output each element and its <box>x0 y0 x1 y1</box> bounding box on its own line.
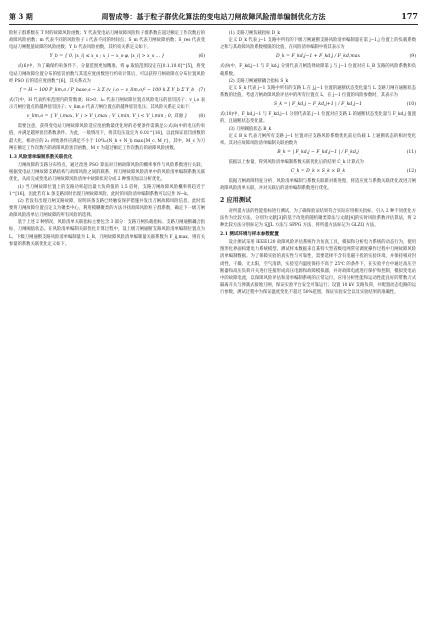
equation-body: v_lim,o = { V_i,max, V_i > V_i,max ; V_i,min, V_i < V_i,min ; 0, 其他 } <box>26 114 188 120</box>
equation-number: (9) <box>409 54 416 60</box>
equation-9 <box>220 53 416 60</box>
paragraph: (3) 刀闸阈值状态 B_k <box>228 126 272 132</box>
issue-label: 第 3 期 <box>9 12 33 21</box>
equation-number: (8) <box>198 114 205 120</box>
page-number: 177 <box>401 11 418 21</box>
right-column <box>220 30 416 296</box>
paragraph: 基于上述 2 种情况，风险清单关联指标主要包含 3 部分：支路刀闸负载指标、支路刀闸通断耦合指标、刀闸阈值状态。在风险清单编制关联优化计算过程中，设上级刀闸通断支路风险清单编制位置点为 L，下级刀闸通断支路风险清单编制量为 L_B，刀闸故障风险清单编制量关联系数为 F_ij,max，则有关参量的系数关联优化定义如下。 <box>9 220 205 247</box>
running-header <box>9 10 418 25</box>
section-heading: 2 应用测试 <box>220 196 252 204</box>
paragraph: (2) 支路刀闸通断耦合指标 S_k <box>228 78 289 84</box>
running-title: 周智成等：基于粒子群优化算法的变电站刀闸故障风险清单编制优化方法 <box>101 12 326 21</box>
paragraph: 依据以上参量，得到风险清单编制系数关联优化后的结果 C_k 计算式为 <box>228 160 364 166</box>
equation-8 <box>9 113 205 120</box>
equation-number: (12) <box>406 169 416 175</box>
paragraph: 定义 D_k 代表 j−1 支路中所有的下级刀闸通断支路风险清单编制量在第 j−1,j 位置上的负载系数之和与其故障风险系数根限的比值，在风险清单编制中将其表示为 <box>220 38 416 51</box>
equation-body: Y_b = { 0, |x_i| ≤ x_s ; x_i − x_s·φ, |x_i| > x_s ... } <box>49 54 165 60</box>
equation-body: D_k = F_kd,j−1 + F_kd,j / F_kd,max <box>275 54 361 60</box>
paragraph: 对所提方法的性能指标进行测试，为了确保验证结果符合实际应用相关指标，引入 2 种不同优化方法作为比较方法，分别为文献[3]的基于改进的随机聚类算法与文献[4]的实时风险系数评估算法，将 2 种比较方法分别标记为 SJJL 方法与 SPPG 方法，将所提方法标记为 GLZQ 方法。 <box>220 208 416 228</box>
paragraph: 设计测试采用 IEEE120 故障风险评估系统作为仿真工具，模拟和分析电力系统的动态行为，使用图形化界面构建电力系统模型。测试样本数据来自某特大型省级电网常见调度操作过程中刀闸故障风险清单编制数据。为了保障实验的真实性与可靠性，需要选择不含有电磁干扰的实验环境，并保持相对封闭性，干燥，无太阳，空气清新，实验室内温度保持不高于 25℃ 的条件下，在实验平台中通过高压空断器和高压负荷开关进行连接形成高压电源和故障模拟器，并对故障电流进行保护和控制，模拟变电站中的故障电流，以保障风险评估和清单编制系统的正常运行。应用分析性能和运动性能良好的带数刀式隔离开关与弹簧式接地刀闸，保证实验平台安全可靠运行；设置 10 kV 支路负荷，并配置动态电路的运行参数，测试过程中为保证温度变化不超过 50%范围，保证实验安全以及实验结果的准确性。 <box>220 240 416 296</box>
paragraph: (1) 当刀闸故障位置上的支路功率超出最大负荷值的 1.5 倍时，支路刀闸故障风险概率将趋近于 1^[16]，因此若有 k 条支路同时出现刀闸故障风险，此时的风险清单编制系数可以记作 N−k。 <box>9 184 205 197</box>
left-column <box>9 30 205 248</box>
paragraph: (1) 支路刀闸负载指标 D_k <box>228 31 280 36</box>
paragraph: 式(6)中，为了确保约束条件下，分量范围更加精准，将 φ 取值范围设定在[0.1,10.0]^[5]，将变电站刀闸故障位置分布的惩罚函数与其适应度函数进行约束计算后，可以获得刀闸故障点分布位置风险经 PSO 后的适应度函数^[6]，其关系式为 <box>9 64 205 84</box>
equation-body: f = H − 100 P_lim,o / P_base,s − λ Σ (v_i,o − v_lim,o)² − 100 k Σ Y_b Σ Y_b <box>19 87 195 93</box>
paragraph: 式(10)中，F_kd,j−1 与 F_kd,j−1 分别代表第 j−1 位置对应支路 L 的通断状态变化量与 F_kd,j 值置的，且通断状态变化量。 <box>220 112 416 125</box>
subsection-heading: 1.3 风险清单编制系数关联优化 <box>9 154 73 160</box>
equation-number: (11) <box>406 150 416 156</box>
paragraph: 定义 B_k 代表刀闸所有支路 j−1 位置对应支路风险系数优化前后负载 L 上通断状态的相对变化率。其对应故障风险清单编制关联函数为 <box>220 133 416 146</box>
paragraph: 刀闸故障的支路分布特点，通过改进 PSO 算法对刀闸故障风险的概率事件与风险系数进行关联，根据变电站刀闸故障支路结构与故障风险之间的联系，将刀闸故障风险清单中的风险清单编制系数关联优化，从而完成变电站刀闸故障风险清单中故障状况分成 2 种情况加以分析优化。 <box>9 163 205 183</box>
equation-body: S_k = | F_kd,j − F_kd,j+1 | / F_kd,j−1 <box>273 102 363 108</box>
equation-12 <box>220 168 416 175</box>
paragraph: 式(9)中，F_kd,j−1 与 F_kd,j 分别代表刀闸选择故障第 j 与 j−1 位置对应 L_B 支路的风险系数和负载系数。 <box>220 64 416 77</box>
equation-number: (7) <box>198 87 205 93</box>
equation-number: (10) <box>406 102 416 108</box>
equation-number: (6) <box>198 54 205 60</box>
paragraph: 险粒子群系数在 T 时的故障风险函数；Y 代表变电站刀闸故障风险粒子群系数在超过额定工作次数后的故障风险函数；m 代表不同的风险粒子 i 代表不同的时间点；S_m 代表刀闸故障函数；S_res 代表变电站刀闸粗值故障的风险函数；Y_b 代表风险函数，其约束关系定义如下。 <box>9 31 205 51</box>
equation-7 <box>9 87 205 94</box>
equation-10 <box>220 101 416 108</box>
paragraph: 式(7)中，H 代表约束范围内的常数项；H>0；λ₁ 代表刀闸故障位置点风险电压的惩罚因子；v_i,o 表示刀闸位置点的越界惩罚因子；v_lim,o 代表刀闸位置点的越界惩罚电压；其风险关系定义如下： <box>9 97 205 111</box>
paragraph: 依据刀闸故障特征分析、风险清单编制与系数关联新对新进程，将适应度与系数关联优化改进刀闸故障风险清单关联，并对关联后的清单编制系数进行优化。 <box>220 179 416 192</box>
subsection-heading: 2.1 测试环境与样本参数配置 <box>220 231 279 237</box>
paragraph: 需要注意，获得变电站刀闸故障风险适应度函数最优化时的必要条件需满足公式(8)中的电压约束值，并满足越界惩罚系数条件。为此，一般情况下，将其电压设定为 0.01^[16]，以此保证惩罚函数的最大化，相对应的 λ₁ 初始条件应满足不小于 10⁸λ₁(N_h + N_l) max{M_c, M_r}。其中，M_c 为刀闸在额定工作次数内的故障风险惩罚函数，M_r 为超过额定工作次数后的故障风险函数。 <box>9 124 205 151</box>
paragraph: 定义 S_k 代表 j−1 支路中所有的支路 L 在 j,j−1 位置的通断状态变化量与 L 支路刀闸在通断状态系数的比值，考虑刀闸故障风险评估中的所有位置点 L，在 j−1 位置的风险参数时，其表示为 <box>220 85 416 99</box>
equation-6 <box>9 53 205 60</box>
equation-body: C_k = D_k × S_k × B_k <box>290 169 346 175</box>
equation-11 <box>220 149 416 156</box>
paragraph: (2) 若没有出现刀闸支路故障，说明该条支路已经触发保护措施并发出刀闸故障风险信息，此时需要将刀闸故障位置点定义为聚类中心，利用模糊聚类的方法寻找故障风险粒子群系数，确定下一级刀闸故障风险清单后刀闸故障的所有风险的选择。 <box>9 198 205 219</box>
equation-body: B_k = | F_kd,j − F_kd,j−1 | / F_kd,j <box>277 150 359 156</box>
